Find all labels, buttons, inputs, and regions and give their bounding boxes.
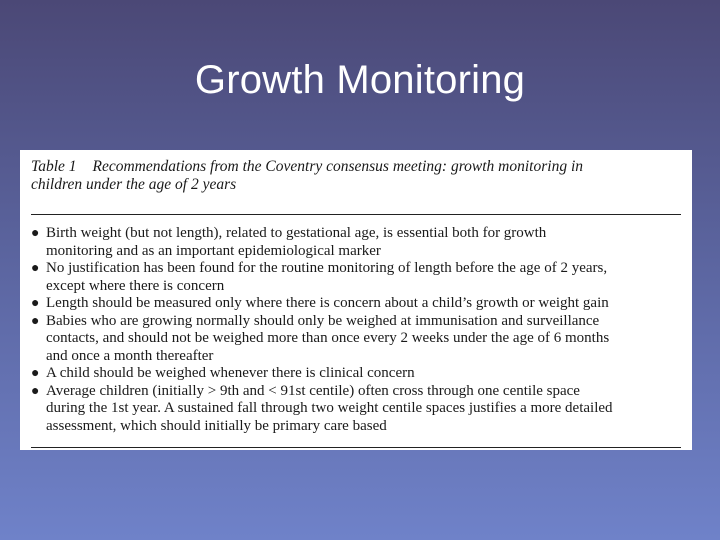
bullet-icon: ● [31, 383, 40, 399]
bullet-icon: ● [31, 366, 40, 381]
caption-text-1: Recommendations from the Coventry consensus meeting: growth monitoring in [92, 158, 583, 175]
recommendation-item [31, 365, 681, 383]
item-line: Babies who are growing normally should only be weighed at immunisation and surveillance [46, 312, 600, 329]
bullet-icon: ● [31, 261, 40, 276]
recommendation-item [31, 383, 681, 436]
item-line: except where there is concern [46, 277, 225, 294]
caption-line-1 [31, 158, 681, 176]
recommendation-item [31, 225, 681, 260]
item-line: Birth weight (but not length), related to gestational age, is essential both for growth [46, 225, 547, 241]
table-card [20, 150, 692, 450]
bottom-rule [31, 447, 681, 448]
recommendation-item [31, 295, 681, 313]
item-line: A child should be weighed whenever there is clinical concern [46, 365, 415, 381]
bullet-icon: ● [31, 296, 40, 311]
item-line: contacts, and should not be weighed more than once every 2 weeks under the age of 6 months [46, 330, 610, 346]
bullet-icon: ● [31, 226, 40, 241]
bullet-icon: ● [31, 313, 40, 329]
item-line: Length should be measured only where there is concern about a child’s growth or weight gain [46, 295, 609, 311]
slide-title: Growth Monitoring [194, 58, 526, 102]
item-line: and once a month thereafter [46, 347, 214, 364]
caption-line-2: children under the age of 2 years [31, 176, 237, 193]
item-line: assessment, which should initially be primary care based [46, 417, 387, 434]
top-rule [31, 214, 681, 215]
recommendation-item [31, 260, 681, 295]
table-caption [31, 158, 681, 194]
item-line: monitoring and as an important epidemiological marker [46, 242, 381, 259]
item-line: during the 1st year. A sustained fall through two weight centile spaces justifies a more detailed [46, 400, 613, 416]
item-line: Average children (initially > 9th and < 91st centile) often cross through one centile space [46, 382, 580, 399]
table-label: Table 1 [31, 158, 77, 175]
item-line: No justification has been found for the routine monitoring of length before the age of 2 years, [46, 260, 608, 276]
recommendation-item [31, 313, 681, 366]
recommendation-list [31, 225, 681, 435]
